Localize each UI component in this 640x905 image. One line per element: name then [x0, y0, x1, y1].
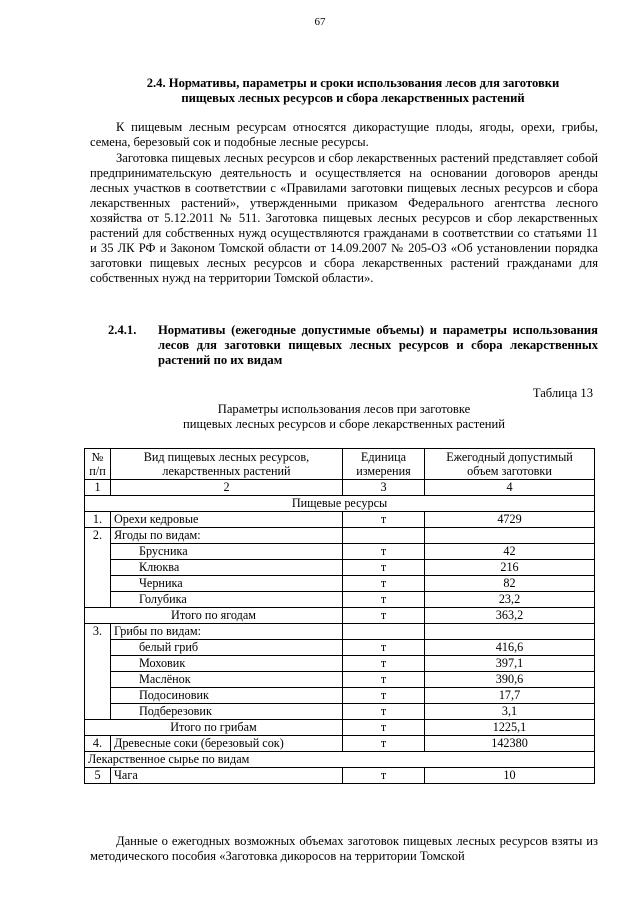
header-num: № п/п — [85, 449, 111, 480]
row-unit: т — [343, 656, 425, 672]
row-value: 363,2 — [425, 608, 595, 624]
table-cell: 4 — [425, 480, 595, 496]
row-value: 17,7 — [425, 688, 595, 704]
row-name: Подберезовик — [111, 704, 343, 720]
table-label: Таблица 13 — [532, 386, 593, 400]
paragraph-source — [90, 834, 598, 864]
row-value: 3,1 — [425, 704, 595, 720]
row-unit: т — [343, 560, 425, 576]
row-name: Итого по ягодам — [85, 608, 343, 624]
row-value: 142380 — [425, 736, 595, 752]
total-row-mushrooms — [85, 720, 595, 736]
table-row — [85, 624, 595, 640]
row-number: 1. — [85, 512, 111, 528]
row-unit — [343, 624, 425, 640]
row-value — [425, 528, 595, 544]
paragraph-source-text: Данные о ежегодных возможных объемах заготовок пищевых лесных ресурсов взяты из методического пособия «Заготовка дикоросов на территории Томской — [90, 834, 598, 863]
row-name: Ягоды по видам: — [111, 528, 343, 544]
table-row — [85, 528, 595, 544]
row-unit: т — [343, 704, 425, 720]
paragraph-intro — [90, 120, 598, 150]
table-row — [85, 672, 595, 688]
row-name: Итого по грибам — [85, 720, 343, 736]
group-label: Пищевые ресурсы — [85, 496, 595, 512]
row-name: белый гриб — [111, 640, 343, 656]
table-caption — [90, 402, 598, 432]
row-name: Древесные соки (березовый сок) — [111, 736, 343, 752]
table-row — [85, 560, 595, 576]
table-row — [85, 656, 595, 672]
row-unit: т — [343, 720, 425, 736]
row-name: Брусника — [111, 544, 343, 560]
table-header-row — [85, 449, 595, 480]
row-value: 10 — [425, 768, 595, 784]
parameters-table — [84, 448, 595, 784]
row-value — [425, 624, 595, 640]
row-unit: т — [343, 640, 425, 656]
row-name: Подосиновик — [111, 688, 343, 704]
row-unit: т — [343, 768, 425, 784]
section-title-line2: пищевых лесных ресурсов и сбора лекарственных растений — [181, 91, 525, 105]
subsection-heading — [108, 323, 598, 368]
row-name: Голубика — [111, 592, 343, 608]
row-value: 1225,1 — [425, 720, 595, 736]
row-name: Чага — [111, 768, 343, 784]
total-row-berries — [85, 608, 595, 624]
row-unit: т — [343, 688, 425, 704]
row-number: 5 — [85, 768, 111, 784]
group-row-food — [85, 496, 595, 512]
subsection-title: Нормативы (ежегодные допустимые объемы) и параметры использования лесов для заготовки пищевых лесных ресурсов и сбора лекарственных растений по их видам — [158, 323, 598, 367]
row-name: Орехи кедровые — [111, 512, 343, 528]
row-value: 216 — [425, 560, 595, 576]
row-name: Маслёнок — [111, 672, 343, 688]
table-caption-line1: Параметры использования лесов при заготовке — [217, 402, 471, 416]
row-value: 416,6 — [425, 640, 595, 656]
header-kind: Вид пищевых лесных ресурсов, лекарственных растений — [111, 449, 343, 480]
paragraph-intro-text: К пищевым лесным ресурсам относятся дикорастущие плоды, ягоды, орехи, грибы, семена, березовый сок и подобные лесные ресурсы. — [90, 120, 598, 149]
row-name: Моховик — [111, 656, 343, 672]
header-volume: Ежегодный допустимый объем заготовки — [425, 449, 595, 480]
row-unit: т — [343, 608, 425, 624]
paragraph-rules — [90, 151, 598, 286]
row-number: 3. — [85, 624, 111, 720]
row-number: 4. — [85, 736, 111, 752]
row-value: 82 — [425, 576, 595, 592]
row-value: 23,2 — [425, 592, 595, 608]
row-unit — [343, 528, 425, 544]
group-label: Лекарственное сырье по видам — [85, 752, 595, 768]
paragraph-rules-text: Заготовка пищевых лесных ресурсов и сбор лекарственных растений представляет собой предпринимательскую деятельность и осуществляется на основании договоров аренды лесных участков в соответствии с «Правилами заготовки пищевых лесных ресурсов и сбора лекарственных растений», утвержденными приказом Федерального агентства лесного хозяйства от 5.12.2011 № 511. Заготовка пищевых лесных ресурсов и сбор лекарственных растений для собственных нужд осуществляются гражданами в соответствии со статьями 11 и 35 ЛК РФ и Законом Томской области от 14.09.2007 № 205-ОЗ «Об установлении порядка заготовки пищевых лесных ресурсов и сбора лекарственных растений гражданами для собственных нужд на территории Томской области». — [90, 151, 598, 285]
row-value: 42 — [425, 544, 595, 560]
column-number-row — [85, 480, 595, 496]
section-title-line1: 2.4. Нормативы, параметры и сроки использования лесов для заготовки — [146, 76, 560, 90]
table-row — [85, 688, 595, 704]
row-name: Клюква — [111, 560, 343, 576]
row-unit: т — [343, 544, 425, 560]
table-row — [85, 576, 595, 592]
subsection-number: 2.4.1. — [108, 323, 137, 337]
table-row — [85, 736, 595, 752]
table-cell: 2 — [111, 480, 343, 496]
row-value: 390,6 — [425, 672, 595, 688]
row-unit: т — [343, 592, 425, 608]
table-row — [85, 512, 595, 528]
table-row — [85, 640, 595, 656]
table-cell: 3 — [343, 480, 425, 496]
group-row-medicinal — [85, 752, 595, 768]
page-number: 67 — [314, 16, 326, 28]
table-row — [85, 768, 595, 784]
row-unit: т — [343, 576, 425, 592]
section-title — [108, 76, 598, 106]
table-cell: 1 — [85, 480, 111, 496]
table-row — [85, 544, 595, 560]
row-unit: т — [343, 672, 425, 688]
row-unit: т — [343, 736, 425, 752]
table-caption-line2: пищевых лесных ресурсов и сборе лекарственных растений — [182, 417, 506, 431]
table-row — [85, 704, 595, 720]
row-value: 4729 — [425, 512, 595, 528]
table-row — [85, 592, 595, 608]
row-unit: т — [343, 512, 425, 528]
row-number: 2. — [85, 528, 111, 608]
row-name: Грибы по видам: — [111, 624, 343, 640]
row-name: Черника — [111, 576, 343, 592]
header-unit: Единица измерения — [343, 449, 425, 480]
row-value: 397,1 — [425, 656, 595, 672]
